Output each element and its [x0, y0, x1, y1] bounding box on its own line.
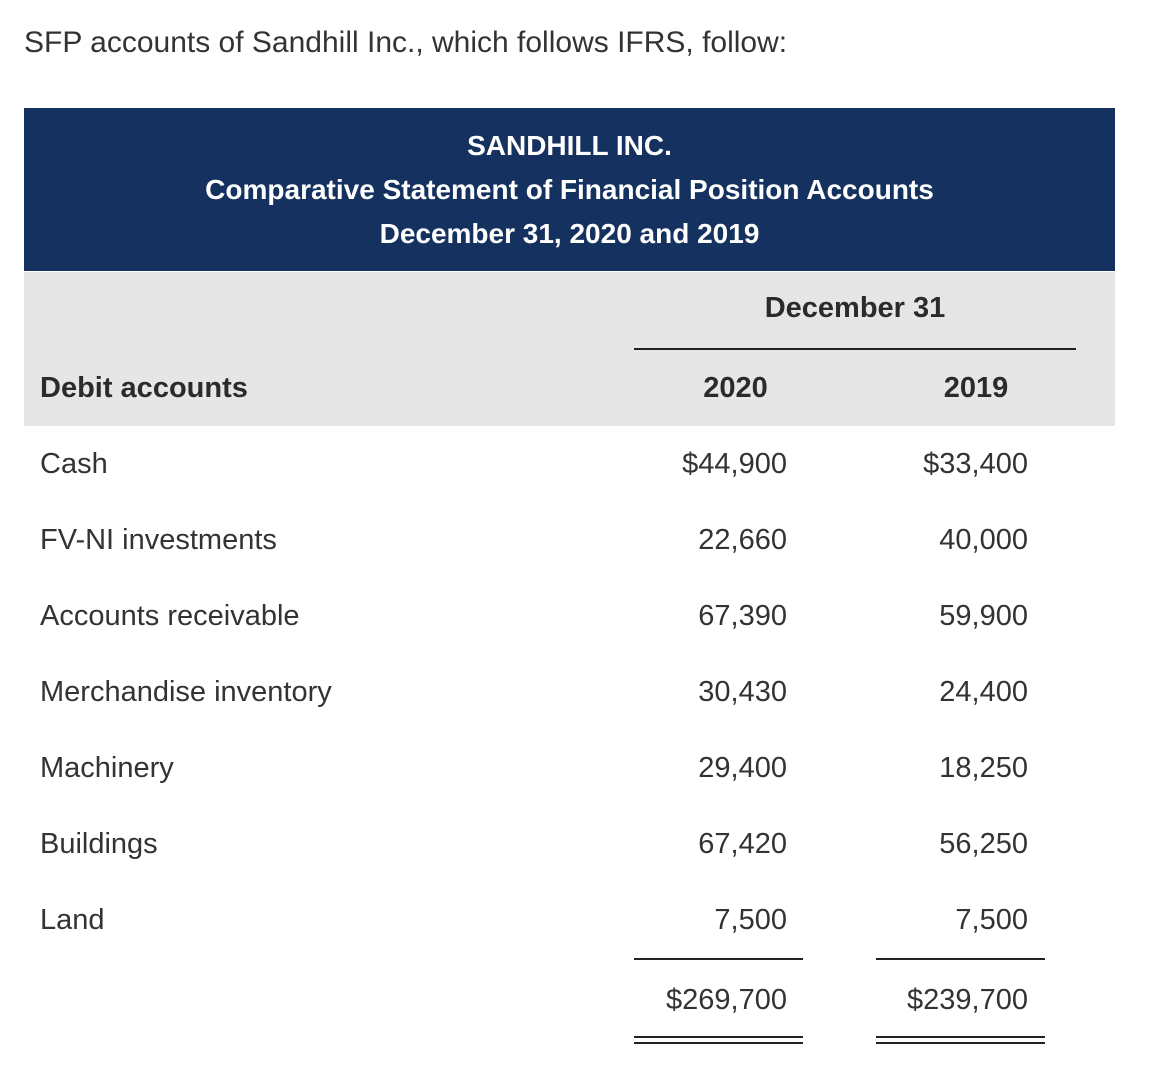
amount-2020: $44,900 — [682, 448, 787, 480]
amount-2019: 59,900 — [939, 600, 1028, 632]
account-name: FV-NI investments — [40, 524, 277, 556]
statement-period: December 31, 2020 and 2019 — [379, 217, 760, 249]
debit-accounts-heading: Debit accounts — [40, 372, 248, 404]
total-double-rule-2019 — [876, 1036, 1045, 1044]
amount-2020: 29,400 — [698, 752, 787, 784]
amount-2019: 7,500 — [955, 904, 1028, 936]
table-row — [0, 448, 1164, 488]
total-2020: $269,700 — [666, 984, 787, 1016]
total-2019: $239,700 — [907, 984, 1028, 1016]
account-name: Machinery — [40, 752, 174, 784]
amount-2019: 40,000 — [939, 524, 1028, 556]
table-row — [0, 524, 1164, 564]
amount-2020: 7,500 — [714, 904, 787, 936]
date-group-label: December 31 — [764, 292, 946, 324]
company-name: SANDHILL INC. — [467, 129, 672, 161]
table-row — [0, 600, 1164, 640]
amount-2019: 18,250 — [939, 752, 1028, 784]
total-row — [0, 984, 1164, 1024]
account-name: Cash — [40, 448, 108, 480]
year-2020-heading: 2020 — [703, 372, 768, 404]
account-name: Merchandise inventory — [40, 676, 332, 708]
date-group-rule — [634, 348, 1076, 350]
account-name: Buildings — [40, 828, 158, 860]
year-2019-heading: 2019 — [943, 372, 1009, 404]
amount-2020: 30,430 — [698, 676, 787, 708]
table-row — [0, 676, 1164, 716]
statement-header — [24, 108, 1115, 271]
amount-2020: 22,660 — [698, 524, 787, 556]
amount-2019: $33,400 — [923, 448, 1028, 480]
problem-intro: SFP accounts of Sandhill Inc., which follows IFRS, follow: — [24, 26, 788, 59]
account-name: Accounts receivable — [40, 600, 300, 632]
table-row — [0, 828, 1164, 868]
account-name: Land — [40, 904, 105, 936]
total-double-rule-2020 — [634, 1036, 803, 1044]
subtotal-rule-2020 — [634, 958, 803, 960]
subtotal-rule-2019 — [876, 958, 1045, 960]
table-row — [0, 752, 1164, 792]
amount-2020: 67,390 — [698, 600, 787, 632]
amount-2020: 67,420 — [698, 828, 787, 860]
amount-2019: 56,250 — [939, 828, 1028, 860]
amount-2019: 24,400 — [939, 676, 1028, 708]
statement-title: Comparative Statement of Financial Position Accounts — [205, 173, 934, 205]
table-row — [0, 904, 1164, 944]
